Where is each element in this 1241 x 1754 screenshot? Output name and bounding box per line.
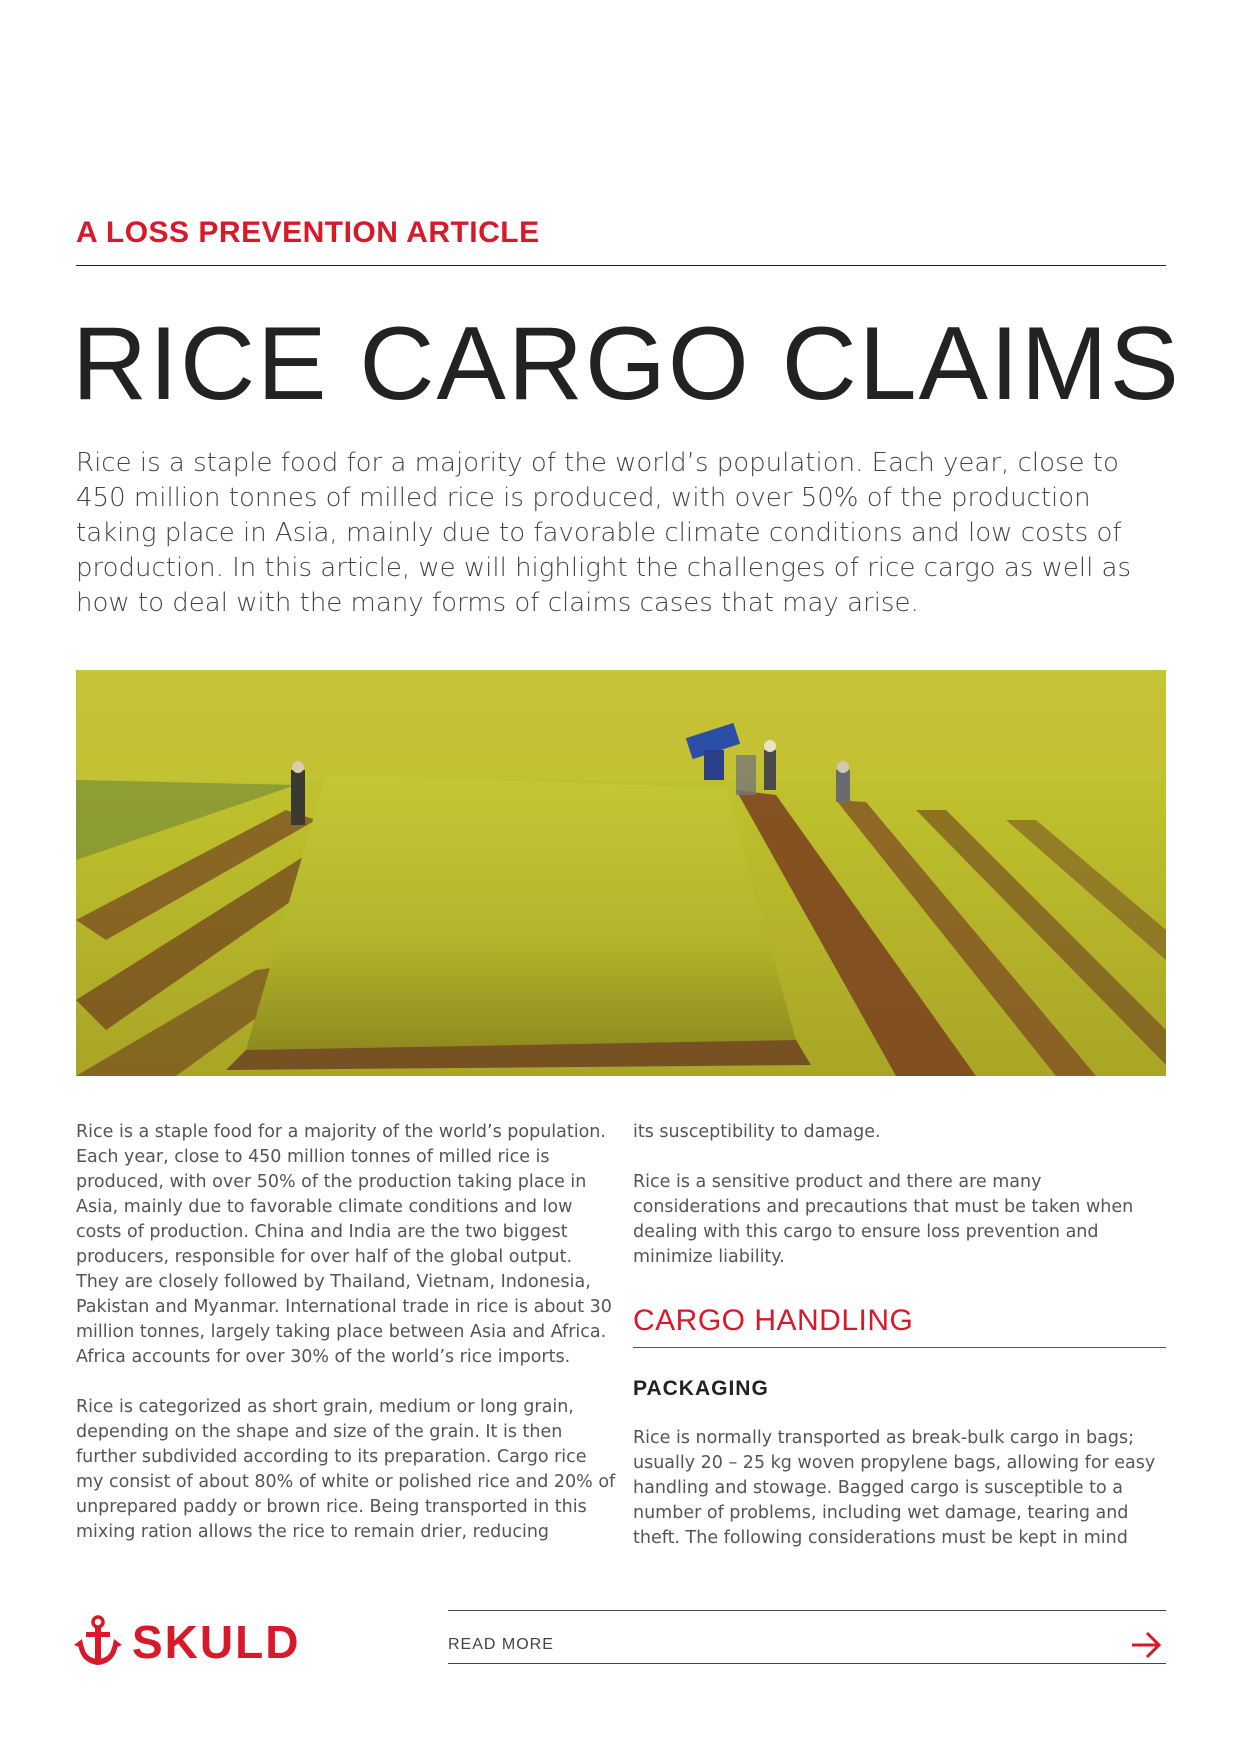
section-heading: CARGO HANDLING: [633, 1304, 914, 1337]
footer-divider-bottom: [448, 1663, 1166, 1664]
header-divider: [76, 265, 1166, 266]
anchor-icon: [74, 1615, 122, 1669]
article-kicker: A LOSS PREVENTION ARTICLE: [76, 216, 540, 249]
body-paragraph: Rice is categorized as short grain, medium or long grain, depending on the shape and size of the grain. It is then further subdivided according to its preparation. Cargo rice my consist of about 80% of white or polished rice and 20% of unprepared paddy or brown rice. Being transported in this mixing ration allows the rice to remain drier, reducing: [76, 1397, 616, 1542]
body-paragraph: Rice is a sensitive product and there are many considerations and precautions that must be taken when dealing with this cargo to ensure loss prevention and minimize liability.: [633, 1172, 1134, 1267]
sub-heading: PACKAGING: [633, 1377, 769, 1400]
arrow-right-icon[interactable]: [1130, 1630, 1162, 1664]
lead-paragraph: Rice is a staple food for a majority of the world’s population. Each year, close to 450 million tonnes of milled rice is produced, with over 50% of the production taking place in Asia, mainly due to favorable climate conditions and low costs of production. In this article, we will highlight the challenges of rice cargo as well as how to deal with the many forms of claims cases that may arise.: [76, 448, 1132, 618]
section-divider: [633, 1347, 1166, 1348]
body-paragraph: its susceptibility to damage.: [633, 1122, 881, 1142]
logo-wordmark: SKULD: [132, 1616, 301, 1668]
footer-divider-top: [448, 1610, 1166, 1611]
body-paragraph: Rice is normally transported as break-bulk cargo in bags; usually 20 – 25 kg woven propylene bags, allowing for easy handling and stowage. Bagged cargo is susceptible to a number of problems, including wet damage, tearing and theft. The following considerations must be kept in mind: [633, 1428, 1156, 1548]
read-more-link[interactable]: READ MORE: [448, 1636, 554, 1653]
body-paragraph: Rice is a staple food for a majority of the world’s population. Each year, close to 450 million tonnes of milled rice is produced, with over 50% of the production taking place in Asia, mainly due to favorable climate conditions and low costs of production. China and India are the two biggest producers, responsible for over half of the global output. They are closely followed by Thailand, Vietnam, Indonesia, Pakistan and Myanmar. International trade in rice is about 30 million tonnes, largely taking place between Asia and Africa. Africa accounts for over 30% of the world’s rice imports.: [76, 1122, 612, 1367]
skuld-logo: [74, 1615, 300, 1669]
rice-field-photo: [76, 670, 1166, 1076]
body-column-right: [633, 1120, 1173, 1576]
page-title: RICE CARGO CLAIMS: [72, 306, 1181, 422]
body-column-left: [76, 1120, 616, 1570]
